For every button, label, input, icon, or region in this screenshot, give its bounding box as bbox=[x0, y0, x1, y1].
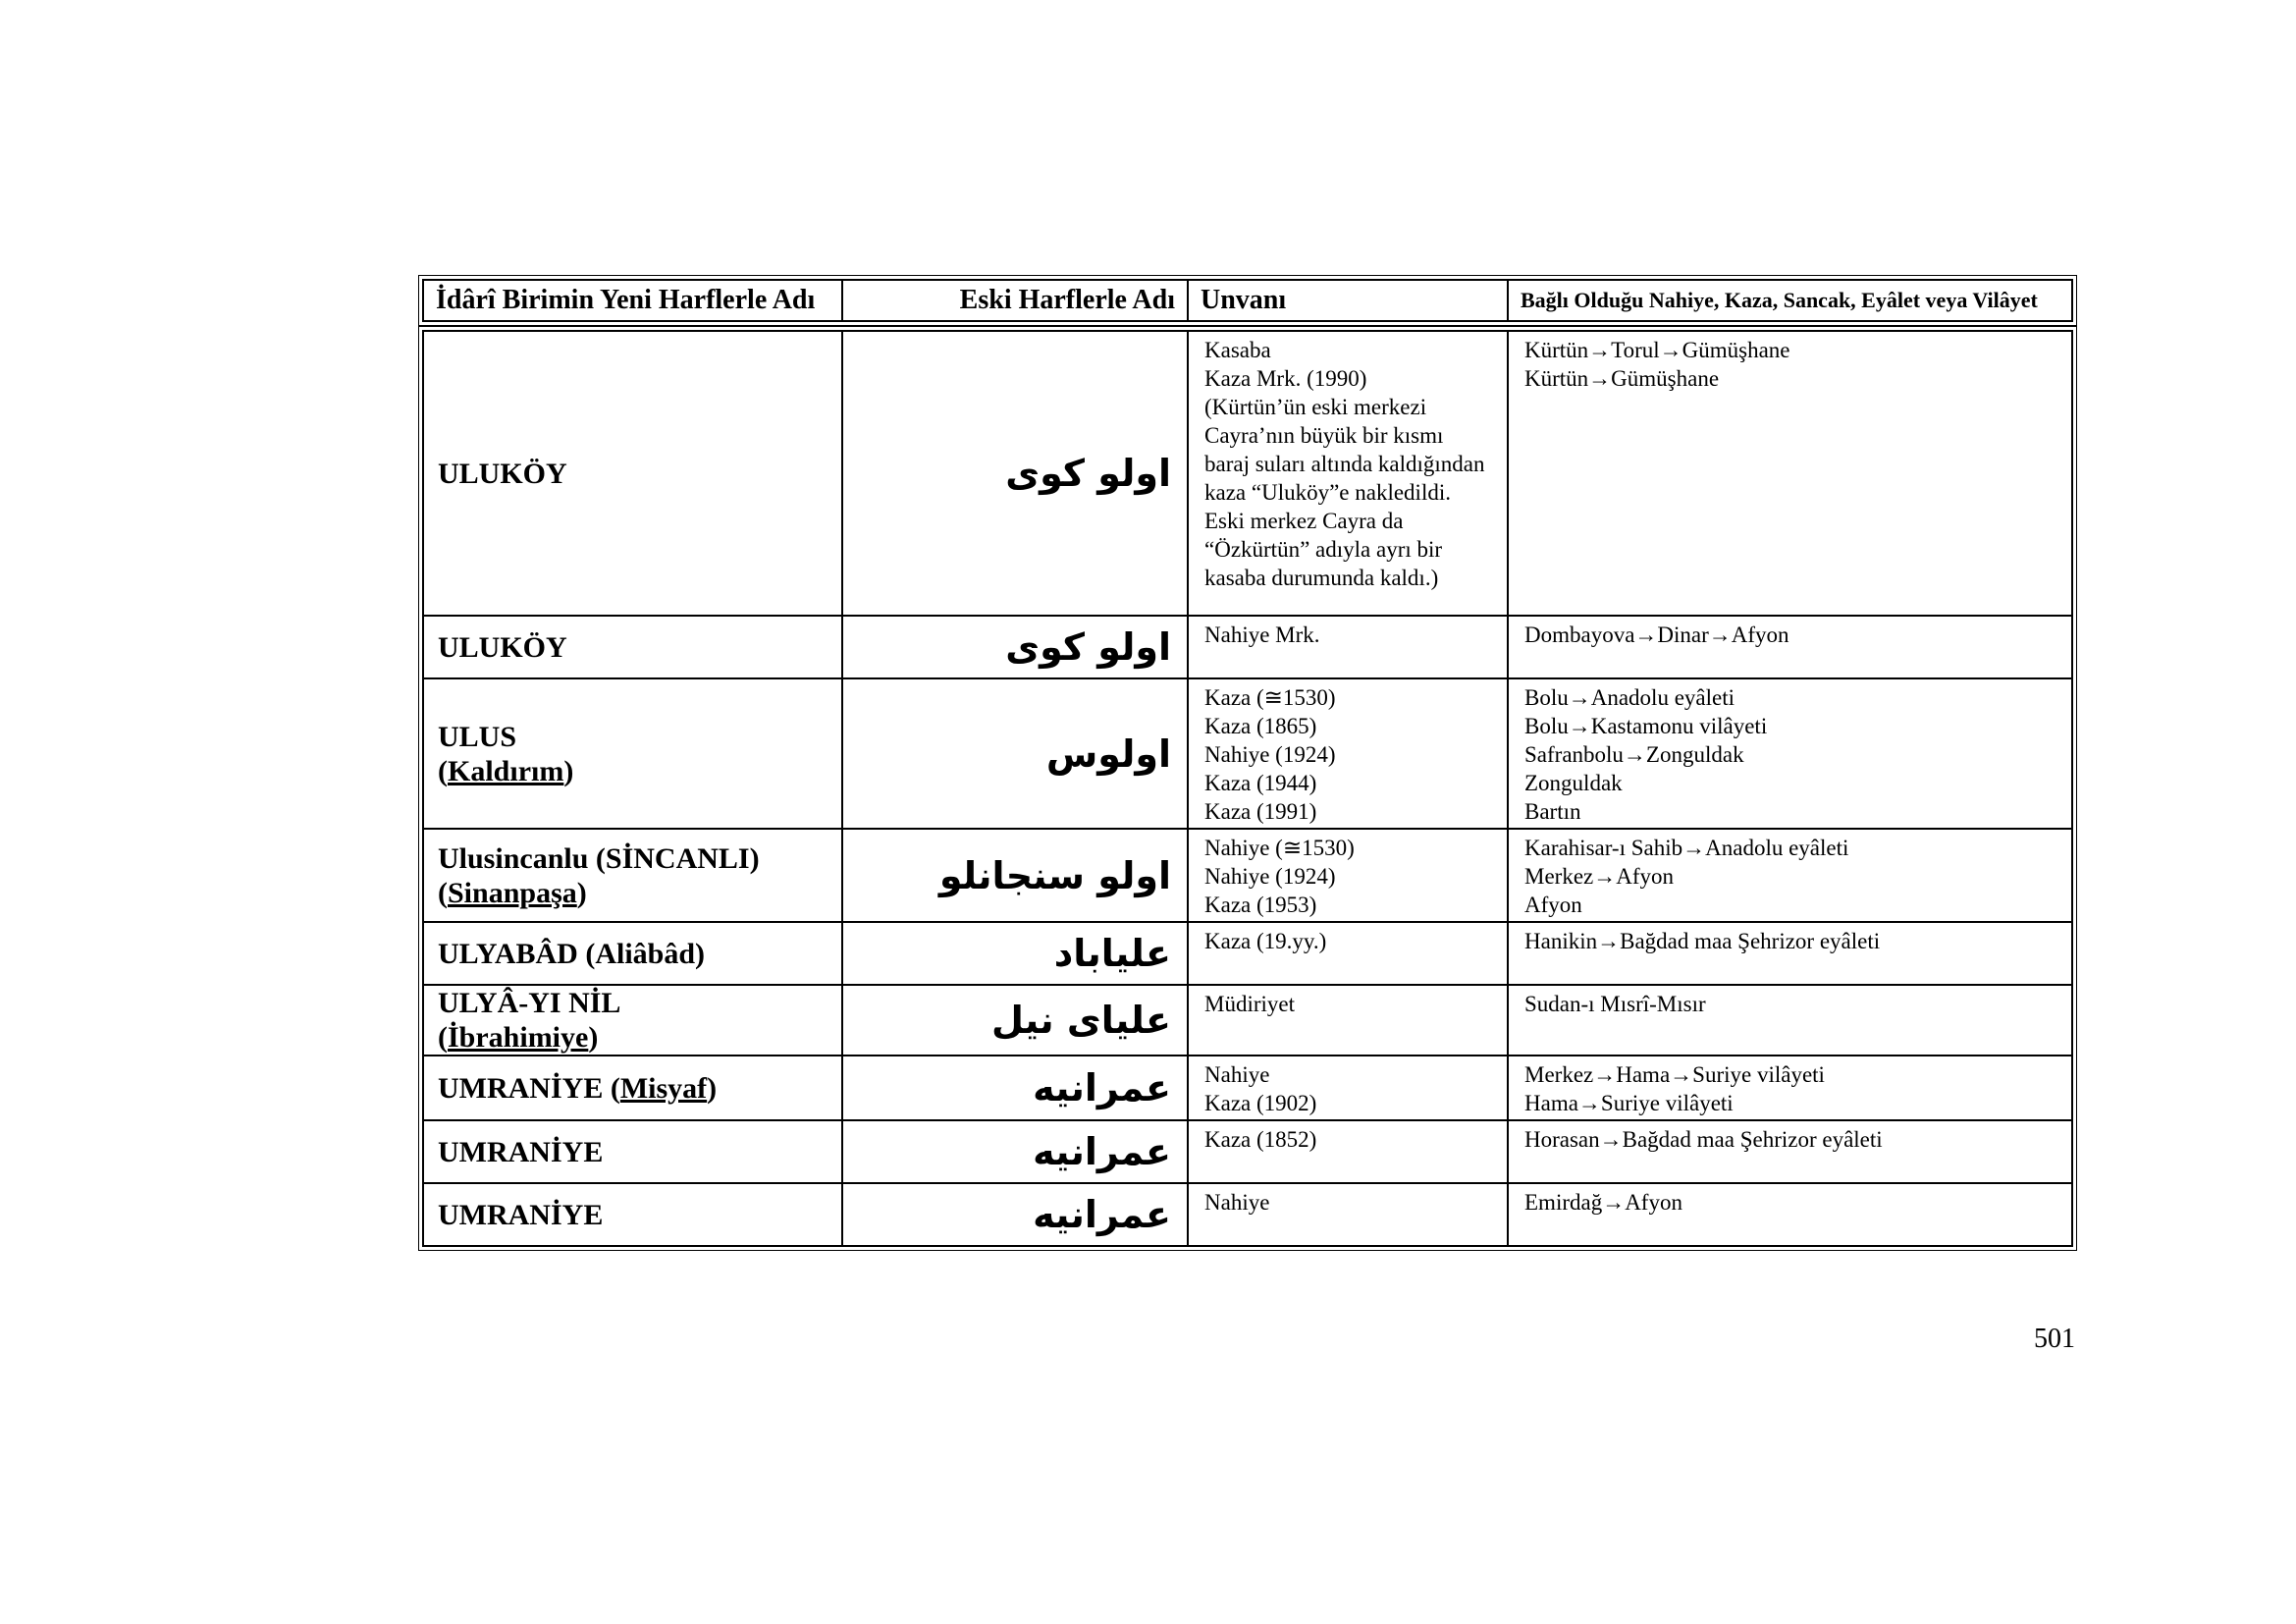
unit-title: Kaza (≅1530) Kaza (1865) Nahiye (1924) Kaza (1944) Kaza (1991) bbox=[1188, 678, 1508, 829]
unit-name: ULUKÖY bbox=[423, 331, 842, 616]
unit-affiliation: Dombayova→Dinar→Afyon bbox=[1508, 616, 2072, 678]
unit-title: Kaza (19.yy.) bbox=[1188, 922, 1508, 985]
unit-name: ULYÂ-YI NİL (İbrahimiye) bbox=[423, 985, 842, 1056]
unit-name: UMRANİYE bbox=[423, 1183, 842, 1246]
unit-name: UMRANİYE bbox=[423, 1120, 842, 1183]
unit-arabic-name: اولو سنجانلو bbox=[842, 829, 1188, 922]
unit-affiliation: Horasan→Bağdad maa Şehrizor eyâleti bbox=[1508, 1120, 2072, 1183]
unit-name: UMRANİYE (Misyaf) bbox=[423, 1056, 842, 1120]
unit-affiliation: Karahisar-ı Sahib→Anadolu eyâleti Merkez→Afyon Afyon bbox=[1508, 829, 2072, 922]
unit-arabic-name: اولو كوى bbox=[842, 616, 1188, 678]
unit-title: Nahiye bbox=[1188, 1183, 1508, 1246]
table-body bbox=[422, 330, 2073, 1247]
table-row bbox=[423, 985, 2072, 1056]
header-old-name: Eski Harflerle Adı bbox=[842, 280, 1188, 321]
unit-arabic-name: عمرانيه bbox=[842, 1120, 1188, 1183]
unit-affiliation: Bolu→Anadolu eyâleti Bolu→Kastamonu vilâyeti Safranbolu→Zonguldak Zonguldak Bartın bbox=[1508, 678, 2072, 829]
administrative-units-table bbox=[418, 275, 2075, 1251]
unit-name: ULUS (Kaldırım) bbox=[423, 678, 842, 829]
unit-affiliation: Hanikin→Bağdad maa Şehrizor eyâleti bbox=[1508, 922, 2072, 985]
unit-arabic-name: علياى نيل bbox=[842, 985, 1188, 1056]
header-affiliation: Bağlı Olduğu Nahiye, Kaza, Sancak, Eyâlet veya Vilâyet bbox=[1508, 280, 2072, 321]
unit-affiliation: Sudan-ı Mısrî-Mısır bbox=[1508, 985, 2072, 1056]
unit-arabic-name: عمرانيه bbox=[842, 1056, 1188, 1120]
table-row bbox=[423, 1120, 2072, 1183]
table-row bbox=[423, 616, 2072, 678]
table-row bbox=[423, 922, 2072, 985]
unit-arabic-name: عمرانيه bbox=[842, 1183, 1188, 1246]
table-row bbox=[423, 829, 2072, 922]
header-new-name: İdârî Birimin Yeni Harflerle Adı bbox=[423, 280, 842, 321]
unit-title: Kaza (1852) bbox=[1188, 1120, 1508, 1183]
unit-name: ULYABÂD (Aliâbâd) bbox=[423, 922, 842, 985]
table-row bbox=[423, 331, 2072, 616]
unit-arabic-name: اولو كوى bbox=[842, 331, 1188, 616]
unit-title: Nahiye Kaza (1902) bbox=[1188, 1056, 1508, 1120]
unit-name: ULUKÖY bbox=[423, 616, 842, 678]
unit-arabic-name: اولوس bbox=[842, 678, 1188, 829]
table-header bbox=[422, 279, 2073, 322]
table-row bbox=[423, 1056, 2072, 1120]
table-row bbox=[423, 678, 2072, 829]
unit-affiliation: Merkez→Hama→Suriye vilâyeti Hama→Suriye vilâyeti bbox=[1508, 1056, 2072, 1120]
unit-title: Nahiye Mrk. bbox=[1188, 616, 1508, 678]
unit-title: Nahiye (≅1530) Nahiye (1924) Kaza (1953) bbox=[1188, 829, 1508, 922]
header-title: Unvanı bbox=[1188, 280, 1508, 321]
unit-affiliation: Emirdağ→Afyon bbox=[1508, 1183, 2072, 1246]
unit-arabic-name: علياباد bbox=[842, 922, 1188, 985]
table-row bbox=[423, 1183, 2072, 1246]
page-number: 501 bbox=[2034, 1324, 2075, 1354]
unit-title: Kasaba Kaza Mrk. (1990) (Kürtün’ün eski merkezi Cayra’nın büyük bir kısmı baraj suları altında kaldığından kaza “Uluköy”e nakledildi. Eski merkez Cayra da “Özkürtün” adıyla ayrı bir kasaba durumunda kaldı.) bbox=[1188, 331, 1508, 616]
unit-name: Ulusincanlu (SİNCANLI) (Sinanpaşa) bbox=[423, 829, 842, 922]
unit-affiliation: Kürtün→Torul→Gümüşhane Kürtün→Gümüşhane bbox=[1508, 331, 2072, 616]
unit-title: Müdiriyet bbox=[1188, 985, 1508, 1056]
